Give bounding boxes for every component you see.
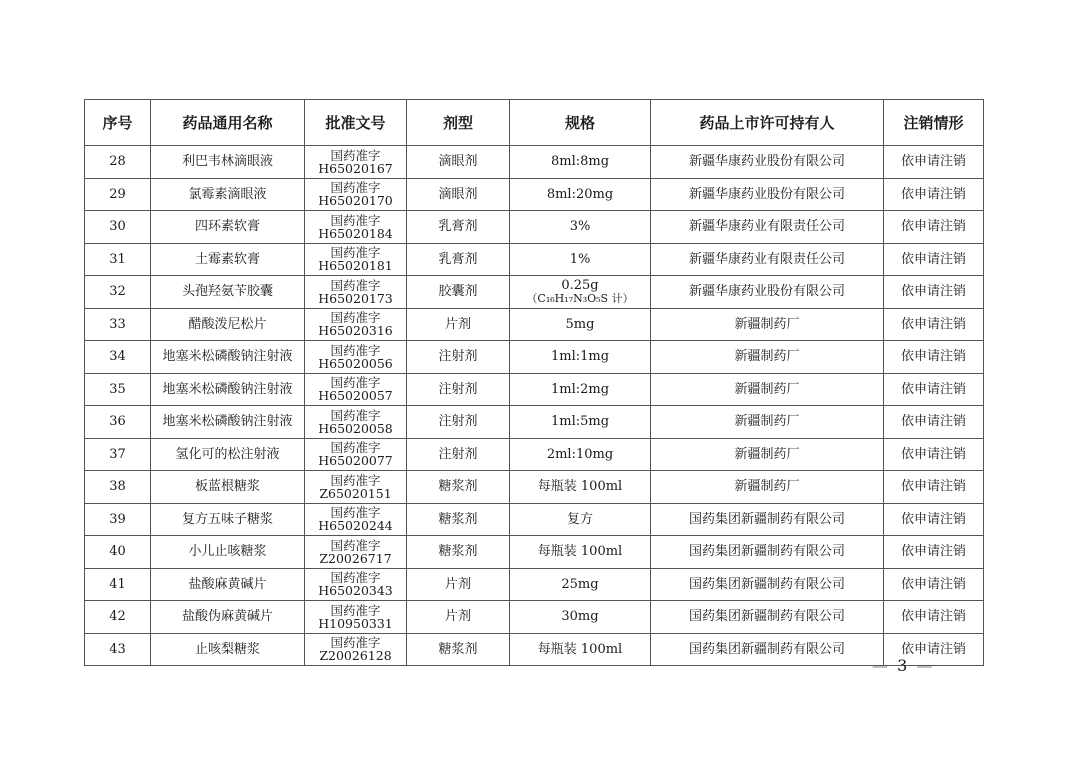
approval-code: H65020167 <box>318 160 393 176</box>
table-row <box>85 633 984 666</box>
spec-value: 30mg <box>561 609 599 625</box>
spec-value: 每瓶装 100ml <box>537 479 623 495</box>
spec-value: 复方 <box>566 511 593 527</box>
cell-license-holder: 新疆制药厂 <box>651 308 884 341</box>
approval-number <box>305 539 406 565</box>
cell-drug-name: 复方五味子糖浆 <box>151 503 305 536</box>
cell-approval-number <box>305 601 407 634</box>
spec-value: 1ml:2mg <box>550 381 610 397</box>
spec-value: 1% <box>569 251 591 267</box>
cell-drug-name: 盐酸麻黄碱片 <box>151 568 305 601</box>
table-header-row <box>85 100 984 146</box>
cell-drug-name: 醋酸泼尼松片 <box>151 308 305 341</box>
cell-dosage-form: 糖浆剂 <box>407 536 510 569</box>
approval-prefix: 国药准字 <box>330 570 381 586</box>
cell-serial: 32 <box>85 276 151 309</box>
cell-dosage-form: 片剂 <box>407 601 510 634</box>
cell-serial: 39 <box>85 503 151 536</box>
spec-value: 每瓶装 100ml <box>537 544 623 560</box>
cell-drug-name: 止咳梨糖浆 <box>151 633 305 666</box>
spec-value: 5mg <box>565 316 595 332</box>
cell-dosage-form: 糖浆剂 <box>407 503 510 536</box>
cell-cancellation-status: 依申请注销 <box>884 276 984 309</box>
approval-prefix: 国药准字 <box>330 375 381 391</box>
approval-prefix: 国药准字 <box>330 147 381 163</box>
table-row <box>85 503 984 536</box>
cell-dosage-form: 注射剂 <box>407 341 510 374</box>
cell-approval-number <box>305 373 407 406</box>
approval-prefix: 国药准字 <box>330 277 381 293</box>
cell-specification <box>510 276 651 309</box>
cell-dosage-form: 糖浆剂 <box>407 633 510 666</box>
cell-license-holder: 新疆制药厂 <box>651 471 884 504</box>
cell-serial: 40 <box>85 536 151 569</box>
table-row <box>85 568 984 601</box>
spec-value: 25mg <box>561 576 599 592</box>
table-row <box>85 341 984 374</box>
approval-number <box>305 506 406 532</box>
approval-prefix: 国药准字 <box>330 180 381 196</box>
cell-approval-number <box>305 633 407 666</box>
cell-specification <box>510 536 651 569</box>
header-cancellation-status: 注销情形 <box>884 100 984 146</box>
approval-code: H65020170 <box>318 193 393 209</box>
cell-approval-number <box>305 146 407 179</box>
cell-license-holder: 国药集团新疆制药有限公司 <box>651 568 884 601</box>
cell-drug-name: 氯霉素滴眼液 <box>151 178 305 211</box>
approval-prefix: 国药准字 <box>330 505 381 521</box>
cell-license-holder: 新疆制药厂 <box>651 406 884 439</box>
cell-cancellation-status: 依申请注销 <box>884 601 984 634</box>
cell-cancellation-status: 依申请注销 <box>884 633 984 666</box>
cell-license-holder: 新疆华康药业有限责任公司 <box>651 243 884 276</box>
approval-prefix: 国药准字 <box>330 310 381 326</box>
header-specification: 规格 <box>510 100 651 146</box>
cell-license-holder: 新疆华康药业股份有限公司 <box>651 178 884 211</box>
cell-dosage-form: 注射剂 <box>407 373 510 406</box>
cell-serial: 33 <box>85 308 151 341</box>
approval-prefix: 国药准字 <box>330 212 381 228</box>
table-row <box>85 536 984 569</box>
cell-drug-name: 地塞米松磷酸钠注射液 <box>151 341 305 374</box>
approval-code: H65020244 <box>318 518 393 534</box>
approval-code: H65020181 <box>318 258 393 274</box>
cell-drug-name: 地塞米松磷酸钠注射液 <box>151 406 305 439</box>
approval-number <box>305 246 406 272</box>
approval-number <box>305 344 406 370</box>
approval-prefix: 国药准字 <box>330 635 381 651</box>
cell-approval-number <box>305 503 407 536</box>
approval-prefix: 国药准字 <box>330 245 381 261</box>
cell-cancellation-status: 依申请注销 <box>884 211 984 244</box>
spec-value: 8ml:20mg <box>546 186 614 202</box>
approval-prefix: 国药准字 <box>330 602 381 618</box>
cell-cancellation-status: 依申请注销 <box>884 178 984 211</box>
cell-cancellation-status: 依申请注销 <box>884 471 984 504</box>
approval-code: Z20026717 <box>319 550 392 566</box>
cell-dosage-form: 片剂 <box>407 568 510 601</box>
cell-license-holder: 新疆华康药业股份有限公司 <box>651 276 884 309</box>
cell-drug-name: 板蓝根糖浆 <box>151 471 305 504</box>
cell-serial: 31 <box>85 243 151 276</box>
approval-code: H65020058 <box>318 420 393 436</box>
table-row <box>85 601 984 634</box>
cell-serial: 29 <box>85 178 151 211</box>
table-row <box>85 146 984 179</box>
spec-note: （C₁₆H₁₇N₃O₅S 计） <box>526 291 634 305</box>
cell-serial: 28 <box>85 146 151 179</box>
cell-license-holder: 国药集团新疆制药有限公司 <box>651 601 884 634</box>
approval-code: H65020056 <box>318 355 393 371</box>
cell-specification <box>510 633 651 666</box>
cell-dosage-form: 乳膏剂 <box>407 243 510 276</box>
approval-code: H65020184 <box>318 225 393 241</box>
cell-license-holder: 国药集团新疆制药有限公司 <box>651 536 884 569</box>
cell-specification <box>510 471 651 504</box>
table-row <box>85 178 984 211</box>
cell-specification <box>510 406 651 439</box>
cell-specification <box>510 503 651 536</box>
cell-specification <box>510 341 651 374</box>
cell-approval-number <box>305 211 407 244</box>
cell-serial: 35 <box>85 373 151 406</box>
cell-cancellation-status: 依申请注销 <box>884 308 984 341</box>
table-row <box>85 211 984 244</box>
approval-number <box>305 149 406 175</box>
approval-number <box>305 604 406 630</box>
approval-code: H65020316 <box>318 323 393 339</box>
page-dash-left: — <box>872 656 890 675</box>
cell-cancellation-status: 依申请注销 <box>884 373 984 406</box>
cell-serial: 38 <box>85 471 151 504</box>
cell-dosage-form: 滴眼剂 <box>407 178 510 211</box>
table-row <box>85 243 984 276</box>
cell-serial: 36 <box>85 406 151 439</box>
cell-drug-name: 盐酸伪麻黄碱片 <box>151 601 305 634</box>
cell-license-holder: 国药集团新疆制药有限公司 <box>651 633 884 666</box>
cell-license-holder: 国药集团新疆制药有限公司 <box>651 503 884 536</box>
cell-dosage-form: 片剂 <box>407 308 510 341</box>
header-dosage-form: 剂型 <box>407 100 510 146</box>
approval-code: H10950331 <box>318 615 393 631</box>
cell-cancellation-status: 依申请注销 <box>884 243 984 276</box>
spec-value: 3% <box>569 219 591 235</box>
cell-serial: 30 <box>85 211 151 244</box>
cell-drug-name: 小儿止咳糖浆 <box>151 536 305 569</box>
cell-approval-number <box>305 471 407 504</box>
cell-license-holder: 新疆华康药业有限责任公司 <box>651 211 884 244</box>
cell-approval-number <box>305 178 407 211</box>
cell-cancellation-status: 依申请注销 <box>884 536 984 569</box>
approval-number <box>305 311 406 337</box>
table-row <box>85 406 984 439</box>
cell-dosage-form: 注射剂 <box>407 406 510 439</box>
cell-dosage-form: 滴眼剂 <box>407 146 510 179</box>
header-approval-number: 批准文号 <box>305 100 407 146</box>
spec-value: 每瓶装 100ml <box>537 641 623 657</box>
approval-number <box>305 214 406 240</box>
approval-prefix: 国药准字 <box>330 407 381 423</box>
spec-value: 1ml:1mg <box>550 349 610 365</box>
cell-drug-name: 氢化可的松注射液 <box>151 438 305 471</box>
cell-specification <box>510 308 651 341</box>
cell-drug-name: 四环素软膏 <box>151 211 305 244</box>
cell-specification <box>510 438 651 471</box>
cell-specification <box>510 146 651 179</box>
approval-prefix: 国药准字 <box>330 472 381 488</box>
cell-drug-name: 头孢羟氨苄胶囊 <box>151 276 305 309</box>
approval-prefix: 国药准字 <box>330 342 381 358</box>
table-row <box>85 276 984 309</box>
table-row <box>85 373 984 406</box>
spec-value: 0.25g <box>561 277 599 293</box>
cell-approval-number <box>305 568 407 601</box>
cell-cancellation-status: 依申请注销 <box>884 568 984 601</box>
cell-license-holder: 新疆制药厂 <box>651 341 884 374</box>
cell-dosage-form: 乳膏剂 <box>407 211 510 244</box>
cell-serial: 43 <box>85 633 151 666</box>
spec-value: 8ml:8mg <box>550 154 610 170</box>
header-drug-name: 药品通用名称 <box>151 100 305 146</box>
approval-number <box>305 279 406 305</box>
approval-code: Z65020151 <box>319 485 392 501</box>
approval-code: H65020343 <box>318 583 393 599</box>
cell-drug-name: 地塞米松磷酸钠注射液 <box>151 373 305 406</box>
approval-prefix: 国药准字 <box>330 440 381 456</box>
cell-serial: 42 <box>85 601 151 634</box>
cell-cancellation-status: 依申请注销 <box>884 503 984 536</box>
cell-license-holder: 新疆制药厂 <box>651 373 884 406</box>
cell-approval-number <box>305 308 407 341</box>
page-dash-right: — <box>916 656 935 675</box>
cell-approval-number <box>305 438 407 471</box>
cell-license-holder: 新疆华康药业股份有限公司 <box>651 146 884 179</box>
cell-cancellation-status: 依申请注销 <box>884 146 984 179</box>
approval-number <box>305 376 406 402</box>
cell-specification <box>510 211 651 244</box>
drug-cancellation-table <box>84 99 984 666</box>
spec-value: 1ml:5mg <box>550 414 610 430</box>
cell-specification <box>510 568 651 601</box>
approval-code: H65020077 <box>318 453 393 469</box>
approval-code: Z20026128 <box>319 648 392 664</box>
table-row <box>85 471 984 504</box>
approval-code: H65020057 <box>318 388 393 404</box>
cell-approval-number <box>305 243 407 276</box>
cell-dosage-form: 胶囊剂 <box>407 276 510 309</box>
cell-specification <box>510 178 651 211</box>
approval-number <box>305 571 406 597</box>
approval-number <box>305 636 406 662</box>
cell-drug-name: 土霉素软膏 <box>151 243 305 276</box>
cell-drug-name: 利巴韦林滴眼液 <box>151 146 305 179</box>
page-number-footer <box>872 656 934 675</box>
cell-license-holder: 新疆制药厂 <box>651 438 884 471</box>
cell-specification <box>510 373 651 406</box>
cell-approval-number <box>305 406 407 439</box>
approval-number <box>305 181 406 207</box>
approval-number <box>305 441 406 467</box>
table-row <box>85 438 984 471</box>
header-license-holder: 药品上市许可持有人 <box>651 100 884 146</box>
approval-number <box>305 474 406 500</box>
approval-prefix: 国药准字 <box>330 537 381 553</box>
header-serial: 序号 <box>85 100 151 146</box>
cell-dosage-form: 糖浆剂 <box>407 471 510 504</box>
cell-serial: 34 <box>85 341 151 374</box>
approval-code: H65020173 <box>318 290 393 306</box>
cell-approval-number <box>305 536 407 569</box>
page-number: 3 <box>897 656 910 675</box>
table-body <box>85 146 984 666</box>
cell-specification <box>510 601 651 634</box>
cell-serial: 37 <box>85 438 151 471</box>
cell-serial: 41 <box>85 568 151 601</box>
cell-specification <box>510 243 651 276</box>
cell-approval-number <box>305 341 407 374</box>
spec-value: 2ml:10mg <box>546 446 614 462</box>
cell-cancellation-status: 依申请注销 <box>884 438 984 471</box>
approval-number <box>305 409 406 435</box>
cell-cancellation-status: 依申请注销 <box>884 341 984 374</box>
table-row <box>85 308 984 341</box>
cell-approval-number <box>305 276 407 309</box>
cell-cancellation-status: 依申请注销 <box>884 406 984 439</box>
cell-dosage-form: 注射剂 <box>407 438 510 471</box>
